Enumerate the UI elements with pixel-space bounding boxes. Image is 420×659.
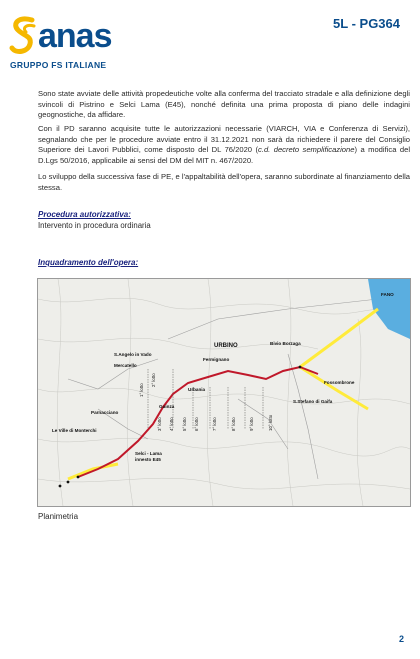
lotto-4: 4° lotto: [169, 417, 174, 431]
lotto-2: 2° lotto: [151, 373, 156, 387]
lotto-9: 9° lotto: [249, 417, 254, 431]
place-bivio-borzaga: Bivio Borzaga: [270, 341, 301, 346]
place-selci-lama: Selci - Lama: [135, 451, 162, 456]
lotto-7: 7° lotto: [212, 417, 217, 431]
place-s-angelo: S.Angelo in Vado: [114, 352, 152, 357]
paragraph-2: [38, 124, 410, 166]
lotto-5: 5° lotto: [182, 417, 187, 431]
logo-wordmark: anas: [38, 17, 112, 55]
procedura-text: Intervento in procedura ordinaria: [38, 221, 151, 230]
lotto-3: 3° lotto: [157, 417, 162, 431]
paragraph-1: Sono state avviate delle attività propedeutiche volte alla conferma del tracciato stradale e alla definizione degli svincoli di Pistrino e Selci Lama (E45), nonché definita una prima proposta di piano delle indagini geognostiche, da affidare.: [38, 89, 410, 119]
anas-logo: [8, 14, 118, 74]
page-number: 2: [398, 634, 404, 644]
inquadramento-heading: Inquadramento dell'opera:: [38, 258, 139, 267]
anas-swirl-icon: [8, 14, 38, 58]
map-caption: Planimetria: [38, 512, 79, 521]
place-urbania: Urbania: [188, 387, 206, 392]
place-s-stefano: S.Stefano di Gaifa: [293, 399, 333, 404]
paragraph-3: Lo sviluppo della successiva fase di PE, e l'appaltabilità dell'opera, saranno subordinate al finanziamento della stessa.: [38, 172, 410, 192]
lotto-1: 1° lotto: [139, 383, 144, 397]
logo-subtitle: GRUPPO FS ITALIANE: [10, 60, 107, 70]
place-mercatello: Mercatello: [114, 363, 137, 368]
place-fano: FANO: [381, 292, 394, 297]
place-urbino: URBINO: [214, 343, 238, 349]
place-fermignano: Fermignano: [203, 357, 230, 362]
paragraph-2-italic: c.d. decreto semplificazione: [258, 145, 355, 154]
document-code: 5L - PG364: [333, 16, 400, 31]
place-guinza: Guinza: [159, 404, 175, 409]
place-fossombrone: Fossombrone: [324, 380, 355, 385]
paragraph-2-start: Con il PD saranno acquisite tutte le autorizzazioni necessarie (VIARCH, VIA e Conferenza di Servizi), segnalando che per le procedure avviate entro il 31.12.2021 non sarà da richiedere il parere del Consiglio Superiore dei Lavori Pubblici, come disposto del DL 76/2020 (: [38, 124, 410, 154]
procedura-heading: Procedura autorizzativa:: [38, 210, 131, 219]
paragraph-2-end: ) a modifica del D.Lgs 50/2016, applicabile ai sensi del DM del MIT n. 467/2020.: [38, 145, 411, 165]
place-innesto: innesto E45: [135, 457, 161, 462]
map-svg: [38, 279, 410, 506]
lotto-8: 8° lotto: [231, 417, 236, 431]
lotto-10: 10° lotto: [268, 414, 273, 431]
place-parnacciano: Parnacciano: [91, 410, 119, 415]
planimetria-map: [37, 278, 411, 507]
lotto-6: 6° lotto: [194, 417, 199, 431]
place-le-ville: Le Ville di Monterchi: [52, 428, 97, 433]
